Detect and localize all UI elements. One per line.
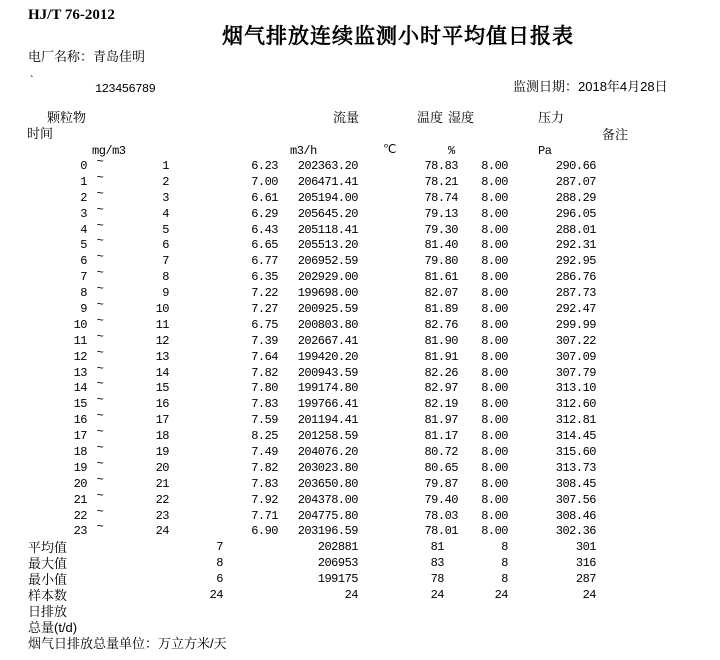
table-row [0, 456, 720, 477]
table-row [0, 218, 720, 239]
flow-value: 206471.41 [297, 174, 358, 189]
table-row [0, 361, 720, 382]
temperature-value: 81.61 [424, 270, 458, 285]
pressure-value: 287.73 [555, 286, 596, 301]
tilde-separator: ~ [96, 488, 104, 503]
humidity-value: 8.00 [481, 508, 508, 523]
hour-start: 17 [73, 429, 87, 444]
temperature-value: 81.40 [424, 238, 458, 253]
flow-value: 203023.80 [297, 460, 358, 475]
hour-start: 6 [80, 254, 87, 269]
table-row [0, 202, 720, 223]
humidity-value: 8 [501, 556, 508, 571]
temperature-value: 81.17 [424, 429, 458, 444]
particulate-value: 6.77 [251, 254, 278, 269]
particulate-value: 24 [209, 588, 223, 603]
temperature-value: 82.26 [424, 365, 458, 380]
humidity-value: 8.00 [481, 270, 508, 285]
humidity-value: 8.00 [481, 460, 508, 475]
humidity-value: 8.00 [481, 476, 508, 491]
flow-value: 24 [344, 588, 358, 603]
summary-label: 平均值 [28, 540, 68, 556]
tilde-separator: ~ [96, 425, 104, 440]
pressure-value: 307.22 [555, 333, 596, 348]
hour-start: 5 [80, 238, 87, 253]
hour-start: 14 [73, 381, 87, 396]
particulate-value: 8.25 [251, 429, 278, 444]
hour-end: 16 [155, 397, 169, 412]
humidity-value: 8 [501, 572, 508, 587]
temperature-value: 81.90 [424, 333, 458, 348]
summary-label: 最小值 [28, 572, 68, 588]
humidity-value: 8.00 [481, 286, 508, 301]
temperature-value: 78.83 [424, 159, 458, 173]
flow-value: 199698.00 [297, 286, 358, 301]
hour-start: 3 [80, 206, 87, 221]
table-row [0, 472, 720, 493]
pressure-value: 307.79 [555, 365, 596, 380]
pressure-value: 288.29 [555, 190, 596, 205]
temperature-value: 79.40 [424, 492, 458, 507]
flow-value: 199175 [317, 572, 358, 587]
hour-end: 5 [162, 222, 169, 237]
humidity-value: 8.00 [481, 317, 508, 332]
monitor-date-label: 监测日期：2018年4月28日 [513, 79, 668, 94]
pressure-value: 287 [575, 572, 596, 587]
tilde-separator: ~ [96, 345, 104, 360]
humidity-value: 8.00 [481, 381, 508, 396]
temperature-value: 81.97 [424, 413, 458, 428]
summary-row [0, 556, 720, 572]
hour-end: 6 [162, 238, 169, 253]
table-row [0, 329, 720, 350]
pressure-value: 313.73 [555, 460, 596, 475]
particulate-value: 7.64 [251, 349, 278, 364]
unit-humidity: % [448, 144, 455, 158]
flow-value: 201258.59 [297, 429, 358, 444]
pressure-value: 292.31 [555, 238, 596, 253]
particulate-value: 7.00 [251, 174, 278, 189]
hour-start: 2 [80, 190, 87, 205]
pressure-value: 307.09 [555, 349, 596, 364]
table-row [0, 234, 720, 254]
tilde-separator: ~ [96, 361, 104, 376]
tilde-separator: ~ [96, 234, 104, 249]
footer-note-row [0, 636, 720, 652]
temperature-value: 82.97 [424, 381, 458, 396]
temperature-value: 79.80 [424, 254, 458, 269]
summary-label: 样本数 [28, 588, 68, 604]
table-row [0, 282, 720, 302]
humidity-value: 8.00 [481, 397, 508, 412]
table-row [0, 345, 720, 366]
particulate-value: 6.35 [251, 270, 278, 285]
hour-start: 21 [73, 492, 87, 507]
hour-start: 23 [73, 524, 87, 539]
unit-note: 烟气日排放总量单位：万立方米/天 [28, 635, 227, 651]
temperature-value: 78 [430, 572, 444, 587]
unit-temperature: ℃ [383, 143, 396, 157]
flow-value: 205194.00 [297, 190, 358, 205]
pressure-value: 316 [575, 556, 596, 571]
table-row [0, 155, 720, 175]
particulate-value: 6.90 [251, 524, 278, 539]
temperature-value: 82.19 [424, 397, 458, 412]
hour-start: 11 [73, 333, 87, 348]
flow-value: 200925.59 [297, 302, 358, 317]
table-row [0, 409, 720, 429]
temperature-value: 81.91 [424, 349, 458, 364]
flow-value: 202881 [317, 540, 358, 555]
particulate-value: 8 [216, 556, 223, 571]
particulate-value: 6.61 [251, 190, 278, 205]
hour-end: 22 [155, 492, 169, 507]
temperature-value: 82.07 [424, 286, 458, 301]
hour-end: 1 [162, 159, 169, 173]
particulate-value: 6.29 [251, 206, 278, 221]
tilde-separator: ~ [96, 520, 104, 535]
particulate-value: 6.43 [251, 222, 278, 237]
humidity-value: 8.00 [481, 159, 508, 173]
particulate-value: 6.23 [251, 159, 278, 173]
hour-end: 7 [162, 254, 169, 269]
particulate-value: 7.83 [251, 397, 278, 412]
flow-value: 206952.59 [297, 254, 358, 269]
col-header-humidity: 湿度 [448, 110, 475, 125]
humidity-value: 8.00 [481, 238, 508, 253]
temperature-value: 81.89 [424, 302, 458, 317]
table-row [0, 298, 720, 318]
hour-end: 24 [155, 524, 169, 539]
table-row [0, 250, 720, 270]
flow-value: 200803.80 [297, 317, 358, 332]
hour-end: 13 [155, 349, 169, 364]
hour-start: 13 [73, 365, 87, 380]
pressure-value: 24 [582, 588, 596, 603]
tilde-separator: ~ [96, 393, 104, 408]
humidity-value: 8.00 [481, 333, 508, 348]
summary-row [0, 620, 720, 636]
hour-end: 20 [155, 460, 169, 475]
hour-start: 8 [80, 286, 87, 301]
humidity-value: 24 [494, 588, 508, 603]
serial-number: 123456789 [95, 82, 156, 96]
tilde-separator: ~ [96, 218, 104, 233]
hour-start: 9 [80, 302, 87, 317]
pressure-value: 312.60 [555, 397, 596, 412]
table-row [0, 425, 720, 445]
hour-end: 15 [155, 381, 169, 396]
humidity-value: 8.00 [481, 190, 508, 205]
particulate-value: 7.27 [251, 302, 278, 317]
pressure-value: 313.10 [555, 381, 596, 396]
temperature-value: 79.13 [424, 206, 458, 221]
pressure-value: 286.76 [555, 270, 596, 285]
hour-end: 2 [162, 174, 169, 189]
flow-value: 200943.59 [297, 365, 358, 380]
humidity-value: 8.00 [481, 492, 508, 507]
hour-end: 10 [155, 302, 169, 317]
pressure-value: 299.99 [555, 317, 596, 332]
temperature-value: 83 [430, 556, 444, 571]
particulate-value: 7.82 [251, 365, 278, 380]
pressure-value: 287.07 [555, 174, 596, 189]
particulate-value: 7.59 [251, 413, 278, 428]
table-row [0, 520, 720, 540]
particulate-value: 6 [216, 572, 223, 587]
hour-end: 21 [155, 476, 169, 491]
hour-end: 17 [155, 413, 169, 428]
particulate-value: 7.71 [251, 508, 278, 523]
summary-row [0, 604, 720, 620]
tilde-separator: ~ [96, 456, 104, 471]
tilde-separator: ~ [96, 202, 104, 217]
flow-value: 199174.80 [297, 381, 358, 396]
unit-flow: m3/h [290, 144, 317, 158]
hour-end: 12 [155, 333, 169, 348]
temperature-value: 82.76 [424, 317, 458, 332]
tilde-separator: ~ [96, 298, 104, 313]
hour-start: 18 [73, 445, 87, 460]
table-row [0, 504, 720, 525]
pressure-value: 307.56 [555, 492, 596, 507]
tilde-separator: ~ [96, 266, 104, 281]
humidity-value: 8 [501, 540, 508, 555]
pressure-value: 314.45 [555, 429, 596, 444]
hour-end: 3 [162, 190, 169, 205]
flow-value: 204378.00 [297, 492, 358, 507]
tilde-separator: ~ [96, 313, 104, 328]
flow-value: 205645.20 [297, 206, 358, 221]
humidity-value: 8.00 [481, 413, 508, 428]
pressure-value: 290.66 [555, 159, 596, 173]
hour-start: 15 [73, 397, 87, 412]
particulate-value: 7.49 [251, 445, 278, 460]
flow-value: 206953 [317, 556, 358, 571]
table-row [0, 186, 720, 207]
particulate-value: 7 [216, 540, 223, 555]
summary-row [0, 540, 720, 556]
hour-start: 16 [73, 413, 87, 428]
humidity-value: 8.00 [481, 445, 508, 460]
hour-start: 19 [73, 460, 87, 475]
hour-start: 0 [80, 159, 87, 173]
unit-pressure: Pa [538, 144, 552, 158]
hour-end: 23 [155, 508, 169, 523]
particulate-value: 6.65 [251, 238, 278, 253]
hour-start: 22 [73, 508, 87, 523]
tilde-separator: ~ [96, 409, 104, 424]
particulate-value: 7.39 [251, 333, 278, 348]
unit-mg: mg/m3 [92, 144, 126, 158]
report-title: 烟气排放连续监测小时平均值日报表 [222, 25, 574, 48]
col-header-temperature: 温度 [417, 110, 444, 125]
hour-start: 10 [73, 317, 87, 332]
flow-value: 199420.20 [297, 349, 358, 364]
summary-label: 总量(t/d) [28, 619, 78, 635]
flow-value: 199766.41 [297, 397, 358, 412]
hour-end: 14 [155, 365, 169, 380]
humidity-value: 8.00 [481, 206, 508, 221]
pressure-value: 302.36 [555, 524, 596, 539]
hour-start: 20 [73, 476, 87, 491]
standard-code: HJ/T 76-2012 [28, 7, 115, 23]
pressure-value: 312.81 [555, 413, 596, 428]
pressure-value: 301 [575, 540, 596, 555]
hour-end: 19 [155, 445, 169, 460]
tick-mark: ` [28, 74, 35, 88]
hour-start: 4 [80, 222, 87, 237]
particulate-value: 7.22 [251, 286, 278, 301]
col-header-particulate: 颗粒物 [47, 110, 87, 125]
temperature-value: 80.72 [424, 445, 458, 460]
humidity-value: 8.00 [481, 429, 508, 444]
temperature-value: 78.21 [424, 174, 458, 189]
hour-start: 7 [80, 270, 87, 285]
humidity-value: 8.00 [481, 349, 508, 364]
summary-label: 日排放 [28, 603, 68, 619]
col-header-pressure: 压力 [538, 110, 565, 125]
table-row [0, 170, 720, 191]
hour-end: 8 [162, 270, 169, 285]
pressure-value: 292.47 [555, 302, 596, 317]
temperature-value: 81 [430, 540, 444, 555]
humidity-value: 8.00 [481, 365, 508, 380]
data-rows [0, 155, 720, 652]
particulate-value: 6.75 [251, 317, 278, 332]
temperature-value: 24 [430, 588, 444, 603]
flow-value: 201194.41 [297, 413, 358, 428]
humidity-value: 8.00 [481, 254, 508, 269]
flow-value: 203196.59 [297, 524, 358, 539]
table-row [0, 488, 720, 509]
tilde-separator: ~ [96, 155, 104, 169]
flow-value: 204775.80 [297, 508, 358, 523]
tilde-separator: ~ [96, 170, 104, 185]
summary-row [0, 572, 720, 588]
tilde-separator: ~ [96, 504, 104, 519]
particulate-value: 7.82 [251, 460, 278, 475]
tilde-separator: ~ [96, 472, 104, 487]
tilde-separator: ~ [96, 282, 104, 297]
tilde-separator: ~ [96, 250, 104, 265]
particulate-value: 7.80 [251, 381, 278, 396]
flow-value: 205513.20 [297, 238, 358, 253]
hour-end: 9 [162, 286, 169, 301]
hour-start: 12 [73, 349, 87, 364]
tilde-separator: ~ [96, 377, 104, 392]
pressure-value: 315.60 [555, 445, 596, 460]
temperature-value: 78.74 [424, 190, 458, 205]
table-row [0, 441, 720, 461]
flow-value: 202363.20 [297, 159, 358, 173]
flow-value: 205118.41 [297, 222, 358, 237]
col-header-remark: 备注 [602, 127, 629, 142]
table-row [0, 266, 720, 286]
table-row [0, 377, 720, 397]
flow-value: 204076.20 [297, 445, 358, 460]
table-row [0, 313, 720, 334]
flow-value: 203650.80 [297, 476, 358, 491]
temperature-value: 78.01 [424, 524, 458, 539]
plant-name-label: 电厂名称：青岛佳明 [28, 49, 146, 64]
hour-end: 18 [155, 429, 169, 444]
flow-value: 202929.00 [297, 270, 358, 285]
temperature-value: 78.03 [424, 508, 458, 523]
pressure-value: 288.01 [555, 222, 596, 237]
summary-label: 最大值 [28, 556, 68, 572]
tilde-separator: ~ [96, 441, 104, 456]
humidity-value: 8.00 [481, 524, 508, 539]
temperature-value: 79.30 [424, 222, 458, 237]
temperature-value: 79.87 [424, 476, 458, 491]
flow-value: 202667.41 [297, 333, 358, 348]
particulate-value: 7.92 [251, 492, 278, 507]
table-row [0, 393, 720, 413]
humidity-value: 8.00 [481, 302, 508, 317]
hour-start: 1 [80, 174, 87, 189]
col-header-flow: 流量 [333, 110, 360, 125]
summary-row [0, 588, 720, 604]
pressure-value: 292.95 [555, 254, 596, 269]
hour-end: 11 [155, 317, 169, 332]
col-header-time: 时间 [27, 126, 54, 141]
humidity-value: 8.00 [481, 222, 508, 237]
tilde-separator: ~ [96, 329, 104, 344]
hour-end: 4 [162, 206, 169, 221]
temperature-value: 80.65 [424, 460, 458, 475]
pressure-value: 296.05 [555, 206, 596, 221]
pressure-value: 308.45 [555, 476, 596, 491]
particulate-value: 7.83 [251, 476, 278, 491]
tilde-separator: ~ [96, 186, 104, 201]
pressure-value: 308.46 [555, 508, 596, 523]
humidity-value: 8.00 [481, 174, 508, 189]
